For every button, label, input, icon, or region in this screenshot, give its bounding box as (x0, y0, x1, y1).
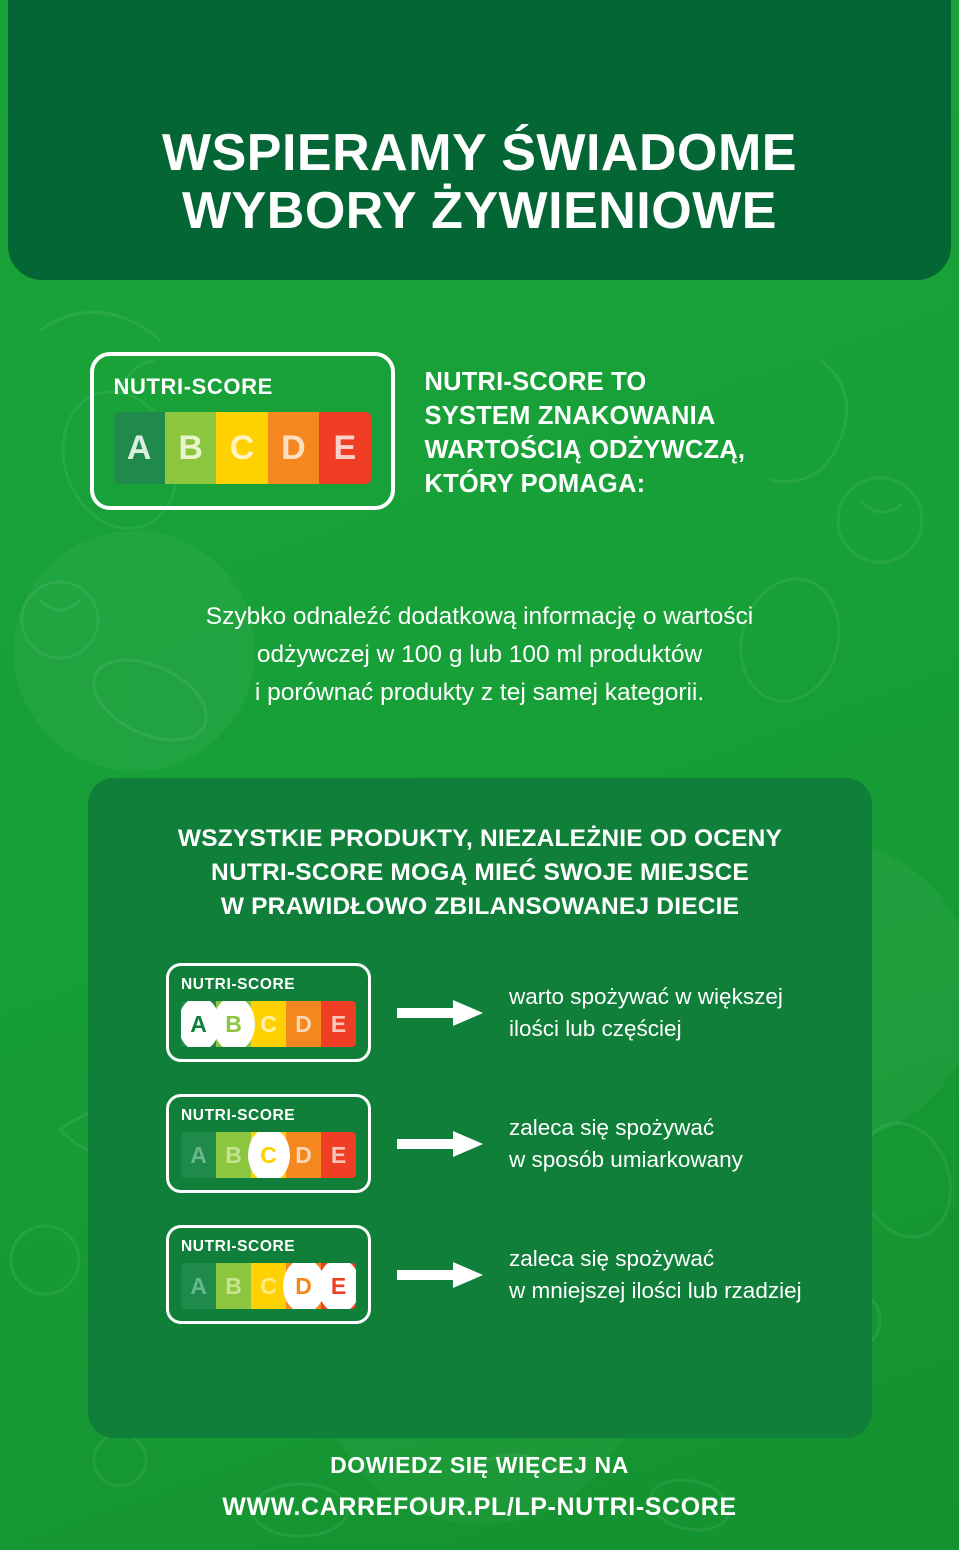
arrow-right-icon (397, 1260, 483, 1290)
nutriscore-grade-b: B (216, 1001, 251, 1047)
nutriscore-badge-main (90, 352, 395, 510)
card-heading (128, 822, 832, 923)
nutriscore-badge-title: NUTRI-SCORE (113, 374, 273, 399)
intro-text-line2: SYSTEM ZNAKOWANIA (424, 401, 716, 430)
nutriscore-grade-e: E (321, 1263, 356, 1309)
nutriscore-grade-d: D (268, 412, 319, 484)
nutriscore-grade-c: C (251, 1132, 286, 1178)
header-banner (8, 0, 951, 280)
card-heading-line1: WSZYSTKIE PRODUKTY, NIEZALEŻNIE OD OCENY (177, 825, 783, 852)
nutriscore-badge-c (166, 1094, 371, 1193)
nutriscore-scale (181, 1132, 356, 1178)
footer-url[interactable]: WWW.CARREFOUR.PL/LP-NUTRI-SCORE (222, 1493, 737, 1521)
guidance-row-text-line2: w mniejszej ilości lub rzadziej (509, 1277, 802, 1303)
page-title-line2: WYBORY ŻYWIENIOWE (182, 181, 777, 240)
nutriscore-grade-b: B (216, 1132, 251, 1178)
nutriscore-grade-c: C (251, 1263, 286, 1309)
nutriscore-grade-d: D (286, 1001, 321, 1047)
intro-text-line1: NUTRI-SCORE TO (424, 368, 647, 396)
lead-line3: i porównać produkty z tej samej kategorii. (254, 679, 705, 707)
nutriscore-grade-a: A (181, 1263, 216, 1309)
lead-paragraph (0, 598, 959, 713)
page-title (162, 124, 797, 240)
guidance-row-text-line2: ilości lub częściej (509, 1015, 682, 1041)
nutriscore-grade-e: E (321, 1001, 356, 1047)
nutriscore-badge-title: NUTRI-SCORE (181, 1238, 296, 1256)
nutriscore-grade-d: D (286, 1132, 321, 1178)
nutriscore-grade-a: A (181, 1001, 216, 1047)
footer (0, 1452, 959, 1522)
guidance-card (88, 778, 872, 1438)
guidance-row-text (509, 1112, 743, 1176)
guidance-row-text (509, 981, 783, 1045)
nutriscore-badge-ab (166, 963, 371, 1062)
guidance-row (166, 1094, 832, 1193)
guidance-rows (128, 963, 832, 1324)
nutriscore-grade-e: E (319, 412, 370, 484)
guidance-row-text-line1: zaleca się spożywać (509, 1114, 715, 1140)
nutriscore-badge-title: NUTRI-SCORE (181, 976, 296, 994)
nutriscore-grade-b: B (165, 412, 216, 484)
footer-cta-text: DOWIEDZ SIĘ WIĘCEJ NA (330, 1452, 629, 1478)
nutriscore-grade-b: B (216, 1263, 251, 1309)
nutriscore-grade-a: A (114, 412, 165, 484)
nutriscore-grade-e: E (321, 1132, 356, 1178)
nutriscore-badge-title: NUTRI-SCORE (181, 1107, 296, 1125)
lead-line1: Szybko odnaleźć dodatkową informację o wartości (205, 603, 754, 630)
guidance-row (166, 1225, 832, 1324)
lead-line2: odżywczej w 100 g lub 100 ml produktów (256, 641, 703, 669)
card-heading-line3: W PRAWIDŁOWO ZBILANSOWANEJ DIECIE (220, 892, 740, 920)
arrow-right-icon (397, 998, 483, 1028)
nutriscore-scale (181, 1001, 356, 1047)
nutriscore-grade-c: C (251, 1001, 286, 1047)
intro-text-line4: KTÓRY POMAGA: (424, 469, 646, 498)
arrow-right-icon (397, 1129, 483, 1159)
nutriscore-grade-c: C (216, 412, 267, 484)
nutriscore-grade-d: D (286, 1263, 321, 1309)
guidance-row (166, 963, 832, 1062)
page-title-line1: WSPIERAMY ŚWIADOME (162, 123, 797, 182)
nutriscore-badge-de (166, 1225, 371, 1324)
guidance-row-text (509, 1243, 802, 1307)
nutriscore-scale (181, 1263, 356, 1309)
intro-text (425, 352, 870, 502)
intro-text-line3: WARTOŚCIĄ ODŻYWCZĄ, (424, 435, 746, 464)
nutriscore-grade-a: A (181, 1132, 216, 1178)
intro-section (0, 352, 959, 510)
guidance-row-text-line1: zaleca się spożywać (509, 1245, 715, 1271)
guidance-row-text-line1: warto spożywać w większej (509, 983, 783, 1009)
card-heading-line2: NUTRI-SCORE MOGĄ MIEĆ SWOJE MIEJSCE (211, 858, 749, 886)
nutriscore-scale (114, 412, 371, 484)
guidance-row-text-line2: w sposób umiarkowany (509, 1146, 743, 1172)
